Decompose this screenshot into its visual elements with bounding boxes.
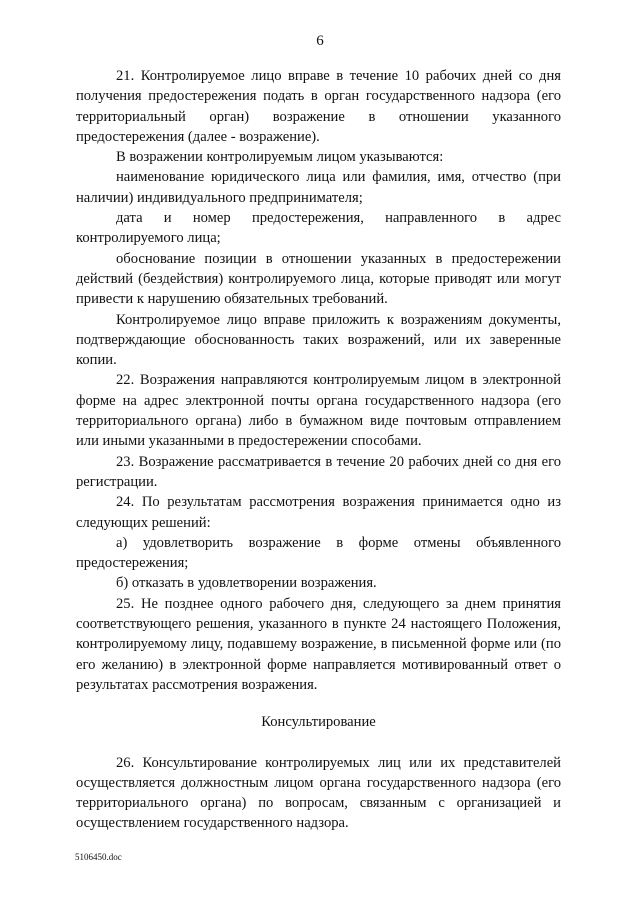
paragraph-item-name: наименование юридического лица или фамилия, имя, отчество (при наличии) индивидуального предпринимателя;: [76, 169, 561, 206]
paragraph-24b: б) отказать в удовлетворении возражения.: [116, 575, 377, 592]
paragraph-item-date-number: дата и номер предостережения, направленного в адрес контролируемого лица;: [76, 210, 561, 247]
paragraph-24: 24. По результатам рассмотрения возражения принимается одно из следующих решений:: [76, 494, 561, 531]
paragraph-26: 26. Консультирование контролируемых лиц или их представителей осуществляется должностным лицом органа государственного надзора (его территориального органа) по вопросам, связанным с организацией и осуществлением государственного надзора.: [76, 754, 561, 832]
paragraph-25: 25. Не позднее одного рабочего дня, следующего за днем принятия соответствующего решения, указанного в пункте 24 настоящего Положения, контролируемому лицу, подавшему возражение, в письменной форме или (по его желанию) в электронной форме направляется мотивированный ответ о результатах рассмотрения возражения.: [76, 595, 561, 693]
paragraph-24a: а) удовлетворить возражение в форме отмены объявленного предостережения;: [76, 534, 561, 572]
footer-filename: 5106450.doc: [75, 852, 122, 862]
paragraph-attachments: Контролируемое лицо вправе приложить к возражениям документы, подтверждающие обоснованность таких возражений, или их заверенные копии.: [76, 311, 561, 369]
paragraph-22: 22. Возражения направляются контролируемым лицом в электронной форме на адрес электронной почты органа государственного надзора (его территориального органа) либо в бумажном виде почтовым отправлением или иными указанными в предостережении способами.: [76, 372, 561, 450]
paragraph-23: 23. Возражение рассматривается в течение 20 рабочих дней со дня его регистрации.: [76, 453, 561, 490]
paragraph-item-justification: обоснование позиции в отношении указанных в предостережении действий (бездействия) контролируемого лица, которые приводят или могут привести к нарушению обязательных требований.: [76, 250, 561, 308]
page-number: 6: [316, 33, 324, 49]
paragraph-21: 21. Контролируемое лицо вправе в течение 10 рабочих дней со дня получения предостережения подать в орган государственного надзора (его территориальный орган) возражение в отношении указанного предостережения (далее - возражение).: [76, 68, 561, 145]
paragraph-objection-contents: В возражении контролируемым лицом указываются:: [116, 149, 444, 166]
document-body: [76, 66, 561, 834]
section-heading: Консультирование: [261, 714, 376, 731]
